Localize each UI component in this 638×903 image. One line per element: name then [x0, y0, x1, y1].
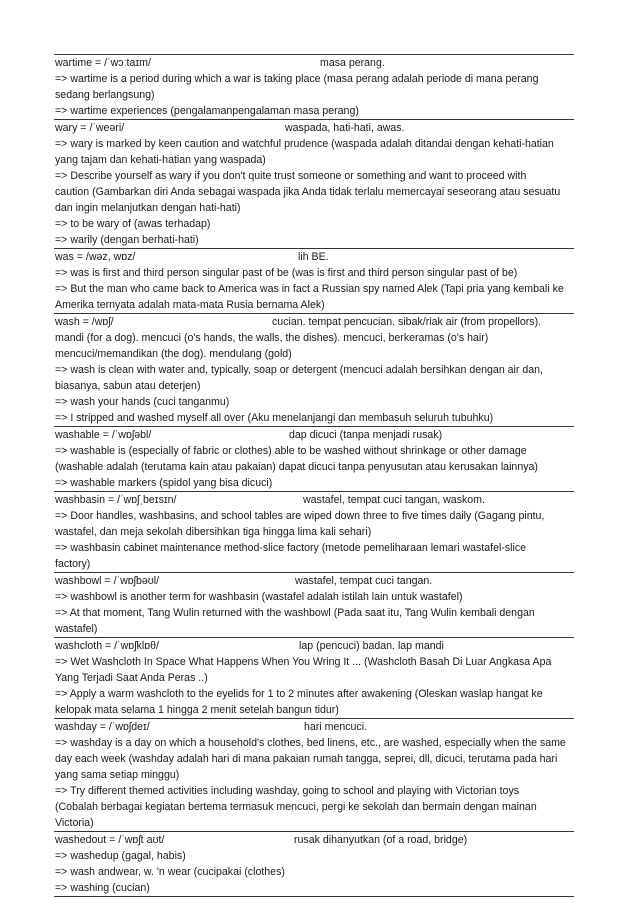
entry-line: => wartime is a period during which a war is taking place (masa perang adalah periode di mana perang [55, 73, 539, 85]
entry-line: => Describe yourself as wary if you don't quite trust someone or something and want to proceed with [55, 170, 527, 182]
entry-line: => to be wary of (awas terhadap) [55, 218, 211, 230]
entry-line: => At that moment, Tang Wulin returned with the washbowl (Pada saat itu, Tang Wulin kembali dengan [55, 607, 535, 619]
entry-line: => washable markers (spidol yang bisa dicuci) [55, 477, 273, 489]
entry-line: => warily (dengan berhati-hati) [55, 234, 199, 246]
entry-line: => But the man who came back to America was in fact a Russian spy named Alek (Tapi pria yang kembali ke [55, 283, 564, 295]
entry-line: Yang Terjadi Saat Anda Peras ..) [55, 672, 208, 684]
entry-line: => wartime experiences (pengalamanpengalaman masa perang) [55, 105, 359, 117]
entry-line: => wash andwear, w. 'n wear (cucipakai (clothes) [55, 866, 285, 878]
entry-line: Amerika ternyata adalah mata-mata Rusia bernama Alek) [55, 299, 325, 311]
definition: lih BE. [298, 251, 329, 263]
entry-line: => washable is (especially of fabric or clothes) able to be washed without shrinkage or other damage [55, 445, 527, 457]
entry-line: => washday is a day on which a household's clothes, bed linens, etc., are washed, especially when the same [55, 737, 566, 749]
entry-washable [54, 426, 574, 492]
definition: rusak dihanyutkan (of a road, bridge) [294, 834, 468, 846]
headword: was = /wəz, wɒz/ [55, 251, 136, 263]
entry-line: Victoria) [55, 817, 94, 829]
entry-line: biasanya, sabun atau deterjen) [55, 380, 201, 392]
headword: wartime = /ˈwɔːtaɪm/ [55, 57, 151, 69]
definition: hari mencuci. [304, 721, 367, 733]
entry-line: wastafel, dan meja sekolah dibersihkan tiga hingga lima kali sehari) [55, 526, 372, 538]
entry-line: kelopak mata selama 1 hingga 2 menit setelah bangun tidur) [55, 704, 339, 716]
entry-line: (washable adalah (terutama kain atau pakaian) dapat dicuci tanpa penyusutan atau kerusakan lainnya) [55, 461, 538, 473]
definition: dap dicuci (tanpa menjadi rusak) [289, 429, 443, 441]
entry-line: mandi (for a dog). mencuci (o's hands, the walls, the dishes). mencuci, berkeramas (o's hair) [55, 332, 489, 344]
entry-line: => wash is clean with water and, typically, soap or detergent (mencuci adalah bersihkan dengan air dan, [55, 364, 543, 376]
entry-was [54, 248, 574, 314]
entry-line: dan ingin melanjutkan dengan hati-hati) [55, 202, 241, 214]
definition: wastafel, tempat cuci tangan, waskom. [303, 494, 485, 506]
entry-washedout [54, 831, 574, 897]
entry-line: => Door handles, washbasins, and school tables are wiped down three to five times daily (Gagang pintu, [55, 510, 545, 522]
entry-line: => Apply a warm washcloth to the eyelids for 1 to 2 minutes after awakening (Oleskan waslap hangat ke [55, 688, 543, 700]
entry-line: day each week (washday adalah hari di mana pakaian rumah tangga, seprei, dll, dicuci, terutama pada hari [55, 753, 558, 765]
entry-line: => I stripped and washed myself all over (Aku menelanjangi dan membasuh seluruh tubuhku) [55, 412, 494, 424]
entry-line: (Cobalah berbagai kegiatan bertema termasuk mencuci, pergi ke sekolah dan bermain dengan mainan [55, 801, 537, 813]
entry-washcloth [54, 637, 574, 719]
entry-washbasin [54, 491, 574, 573]
headword: washbowl = /ˈwɒʃbəʊl/ [55, 575, 160, 587]
definition: masa perang. [320, 57, 385, 69]
definition: waspada, hati-hati, awas. [285, 122, 405, 134]
entry-line: => wash your hands (cuci tanganmu) [55, 396, 230, 408]
entry-line: wastafel) [55, 623, 98, 635]
headword: wary = /ˈweəri/ [55, 122, 125, 134]
entry-line: => washbasin cabinet maintenance method-slice factory (metode pemeliharaan lemari wastafel-slice [55, 542, 527, 554]
definition: lap (pencuci) badan. lap mandi [299, 640, 444, 652]
entry-washbowl [54, 572, 574, 638]
definition: wastafel, tempat cuci tangan. [295, 575, 433, 587]
headword: washday = /ˈwɒʃdeɪ/ [55, 721, 150, 733]
entry-line: => washbowl is another term for washbasin (wastafel adalah istilah lain untuk wastafel) [55, 591, 463, 603]
headword: wash = /wɒʃ/ [55, 316, 114, 328]
headword: washcloth = /ˈwɒʃklɒθ/ [55, 640, 159, 652]
headword: washable = /ˈwɒʃəbl/ [55, 429, 152, 441]
dictionary-table [54, 55, 574, 897]
entry-line: yang sama setiap minggu) [55, 769, 180, 781]
entry-line: => wary is marked by keen caution and watchful prudence (waspada adalah ditandai dengan kehati-hatian [55, 138, 554, 150]
entry-wash [54, 313, 574, 427]
entry-line: => washing (cucian) [55, 882, 150, 894]
entry-line: sedang berlangsung) [55, 89, 155, 101]
entry-line: mencuci/memandikan (the dog). mendulang (gold) [55, 348, 292, 360]
entry-wary [54, 119, 574, 249]
entry-wartime [54, 54, 574, 120]
entry-line: => Try different themed activities including washday, going to school and playing with Victorian toys [55, 785, 520, 797]
entry-line: factory) [55, 558, 91, 570]
entry-line: => washedup (gagal, habis) [55, 850, 186, 862]
entry-line: yang tajam dan kehati-hatian yang waspada) [55, 154, 266, 166]
entry-washday [54, 718, 574, 832]
entry-line: => was is first and third person singular past of be (was is first and third person singular past of be) [55, 267, 518, 279]
headword: washbasin = /ˈwɒʃˌbeɪsɪn/ [55, 494, 177, 506]
headword: washedout = /ˈwɒʃt aʊt/ [55, 834, 165, 846]
definition: cucian. tempat pencucian. sibak/riak air (from propellors). [272, 316, 542, 328]
entry-line: caution (Gambarkan diri Anda sebagai waspada jika Anda tidak terlalu memercayai seseorang atau sesuatu [55, 186, 561, 198]
entry-line: => Wet Washcloth In Space What Happens When You Wring It ... (Washcloth Basah Di Luar Angkasa Apa [55, 656, 552, 668]
